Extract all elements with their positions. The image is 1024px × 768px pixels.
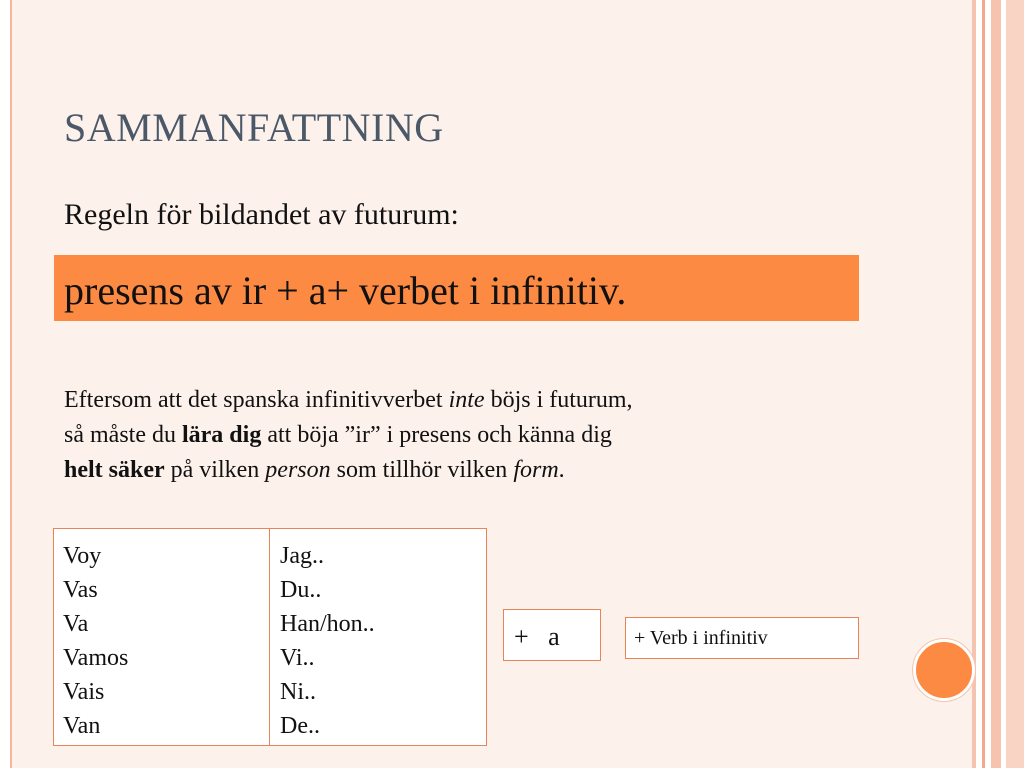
pronoun: Jag.. bbox=[280, 543, 324, 569]
verb-form: Vas bbox=[63, 577, 98, 603]
emphasis-form: form bbox=[513, 457, 559, 483]
paragraph-text: Eftersom att det spanska infinitivverbet bbox=[64, 387, 449, 413]
pronoun: Du.. bbox=[280, 577, 322, 603]
plus-a-box: + a bbox=[503, 609, 601, 661]
paragraph-text: på vilken bbox=[164, 457, 266, 483]
rule-highlight-box bbox=[54, 255, 859, 321]
pronoun: Vi.. bbox=[280, 645, 315, 671]
decorative-circle bbox=[913, 639, 975, 701]
right-decorative-stripes bbox=[972, 0, 1024, 768]
pronoun: De.. bbox=[280, 713, 320, 739]
pronouns-column bbox=[270, 529, 485, 745]
explanation-paragraph bbox=[64, 383, 874, 488]
paragraph-text: som tillhör vilken bbox=[330, 457, 514, 483]
paragraph-text: så måste du bbox=[64, 422, 182, 448]
paragraph-text: böjs i futurum, bbox=[484, 387, 633, 413]
rule-text: presens av ir + a+ verbet i infinitiv. bbox=[64, 268, 627, 313]
verb-forms-column bbox=[54, 529, 270, 745]
pronoun: Han/hon.. bbox=[280, 611, 375, 637]
left-decorative-stripe bbox=[0, 0, 12, 768]
verb-form: Va bbox=[63, 611, 89, 637]
verb-form: Van bbox=[63, 713, 101, 739]
verb-form: Voy bbox=[63, 543, 102, 569]
paragraph-text: . bbox=[558, 457, 565, 483]
emphasis-lara-dig: lära dig bbox=[181, 422, 262, 448]
verb-form: Vamos bbox=[63, 645, 129, 671]
emphasis-inte: inte bbox=[448, 387, 485, 413]
slide-subtitle: Regeln för bildandet av futurum: bbox=[64, 198, 459, 231]
slide-title: SAMMANFATTNING bbox=[64, 105, 444, 150]
verb-infinitive-box: + Verb i infinitiv bbox=[625, 617, 859, 659]
emphasis-person: person bbox=[265, 457, 331, 483]
pronoun: Ni.. bbox=[280, 679, 316, 705]
paragraph-text: att böja ”ir” i presens och känna dig bbox=[261, 422, 612, 448]
verb-form: Vais bbox=[63, 679, 105, 705]
emphasis-helt-saker: helt säker bbox=[64, 457, 165, 483]
conjugation-table bbox=[53, 528, 487, 746]
